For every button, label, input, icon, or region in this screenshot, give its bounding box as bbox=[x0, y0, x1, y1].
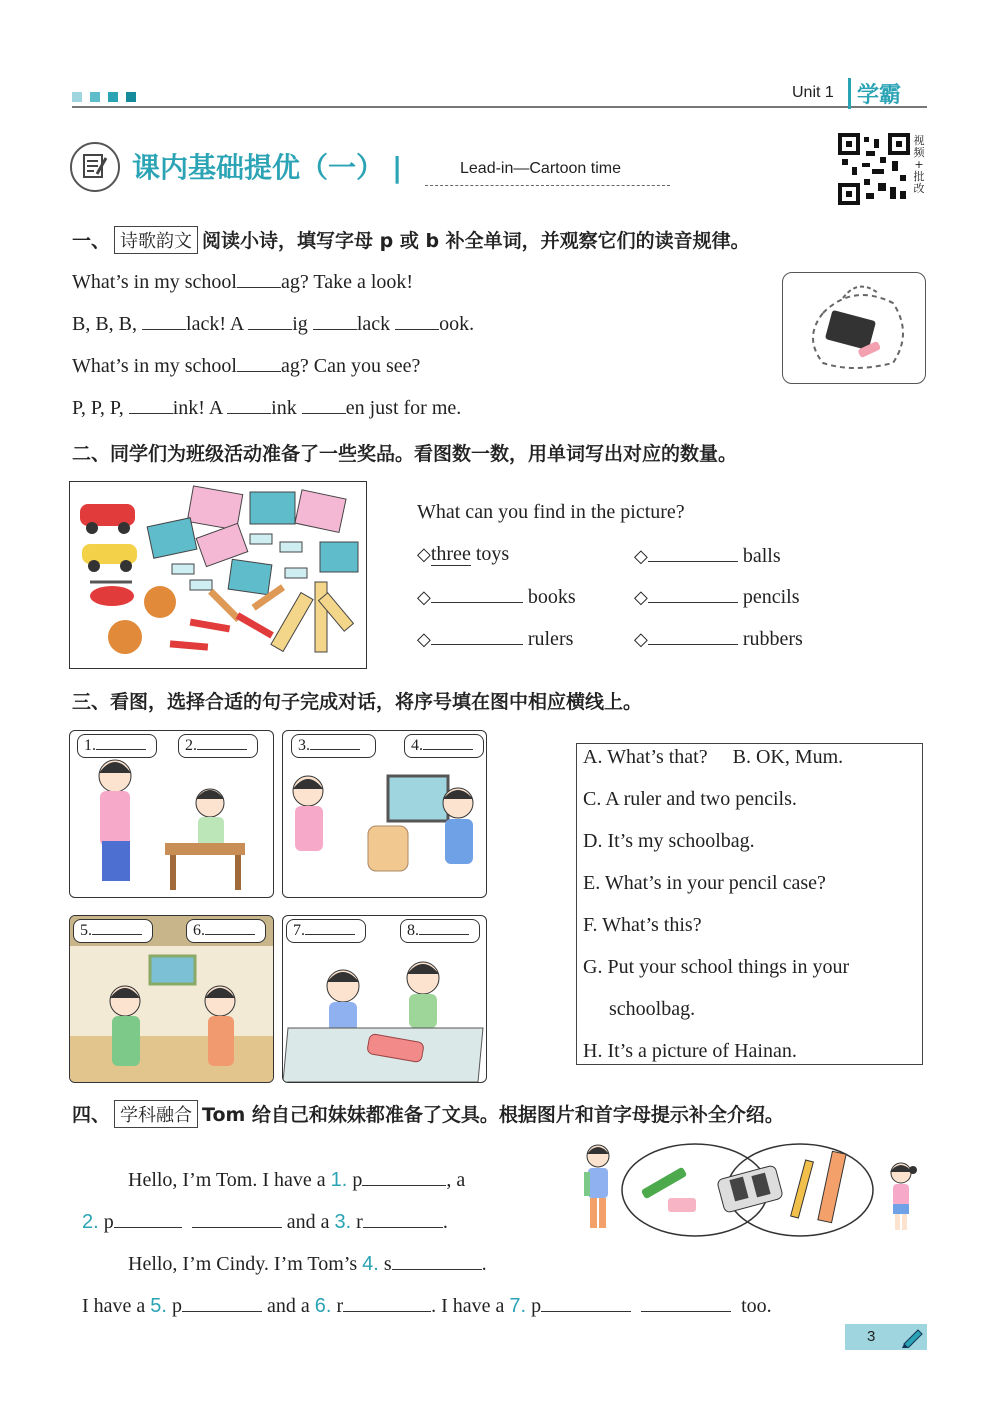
header-squares bbox=[72, 89, 136, 107]
bubble-3: 3. bbox=[291, 734, 376, 758]
tom-figure bbox=[580, 1142, 616, 1234]
option-f: F. What’s this? bbox=[583, 914, 702, 936]
qr-code[interactable] bbox=[838, 133, 910, 205]
count-item-toys: ◇three toys bbox=[417, 543, 510, 565]
part4-line-1: Hello, I’m Tom. I have a 1. p , a bbox=[128, 1169, 466, 1191]
bubble-8: 8. bbox=[400, 919, 480, 943]
option-h: H. It’s a picture of Hainan. bbox=[583, 1040, 797, 1062]
section-title: 课内基础提优（一） | bbox=[132, 151, 403, 184]
bubble-4: 4. bbox=[404, 734, 484, 758]
cindy-figure bbox=[884, 1160, 918, 1232]
option-a-b: A. What’s that? B. OK, Mum. bbox=[583, 746, 844, 768]
venn-diagram bbox=[620, 1140, 875, 1240]
part1-tag: 诗歌韵文 bbox=[114, 226, 198, 254]
page-number-tab bbox=[845, 1324, 927, 1350]
part1-instruction: 一、 诗歌韵文 阅读小诗，填写字母 p 或 b 补全单词，并观察它们的读音规律。 bbox=[72, 226, 750, 254]
part3-options-box bbox=[576, 743, 923, 1065]
page-number: 3 bbox=[867, 1328, 876, 1345]
pencil-icon bbox=[900, 1326, 924, 1348]
bubble-2: 2. bbox=[178, 734, 258, 758]
part4-tag: 学科融合 bbox=[114, 1100, 198, 1128]
count-item-balls: ◇ balls bbox=[634, 545, 781, 567]
count-item-rubbers: ◇ rubbers bbox=[634, 628, 803, 650]
unit-label: Unit 1 bbox=[792, 84, 834, 101]
part4-instruction: 四、 学科融合 Tom 给自己和妹妹都准备了文具。根据图片和首字母提示补全介绍。 bbox=[72, 1100, 784, 1128]
bubble-5: 5. bbox=[73, 919, 153, 943]
subtitle-dashed-line bbox=[425, 185, 670, 186]
poem-line-1: What’s in my school ag? Take a look! bbox=[72, 271, 414, 293]
option-c: C. A ruler and two pencils. bbox=[583, 788, 797, 810]
section-subtitle: Lead-in—Cartoon time bbox=[460, 160, 621, 177]
poem-line-2: B, B, B, lack! A ig lack ook. bbox=[72, 313, 475, 335]
count-item-pencils: ◇ pencils bbox=[634, 586, 800, 608]
poem-line-3: What’s in my school ag? Can you see? bbox=[72, 355, 421, 377]
notebook-icon bbox=[70, 142, 120, 192]
option-e: E. What’s in your pencil case? bbox=[583, 872, 826, 894]
part4-line-3: Hello, I’m Cindy. I’m Tom’s 4. s . bbox=[128, 1253, 487, 1275]
option-g-cont: schoolbag. bbox=[609, 998, 696, 1020]
option-g: G. Put your school things in your bbox=[583, 956, 850, 978]
part4-line-2: 2. p and a 3. r . bbox=[82, 1211, 448, 1233]
poem-line-4: P, P, P, ink! A ink en just for me. bbox=[72, 397, 462, 419]
brand-text: 学霸 bbox=[857, 83, 902, 108]
header-rule bbox=[72, 106, 927, 108]
part4-line-4: I have a 5. p and a 6. r . I have a 7. p too. bbox=[82, 1295, 772, 1317]
blank-1[interactable] bbox=[237, 269, 281, 288]
brand-logo bbox=[848, 78, 901, 109]
qr-caption: 视 频 + 批 改 bbox=[913, 134, 925, 195]
count-item-rulers: ◇ rulers bbox=[417, 628, 574, 650]
bubble-6: 6. bbox=[186, 919, 266, 943]
count-item-books: ◇ books bbox=[417, 586, 576, 608]
schoolbag-image bbox=[782, 272, 926, 384]
bubble-7: 7. bbox=[286, 919, 366, 943]
part3-instruction: 三、看图，选择合适的句子完成对话，将序号填在图中相应横线上。 bbox=[72, 691, 643, 713]
part2-question: What can you find in the picture? bbox=[417, 501, 685, 523]
option-d: D. It’s my schoolbag. bbox=[583, 830, 755, 852]
prizes-picture bbox=[69, 481, 367, 669]
bubble-1: 1. bbox=[77, 734, 157, 758]
part2-instruction: 二、同学们为班级活动准备了一些奖品。看图数一数，用单词写出对应的数量。 bbox=[72, 443, 738, 465]
